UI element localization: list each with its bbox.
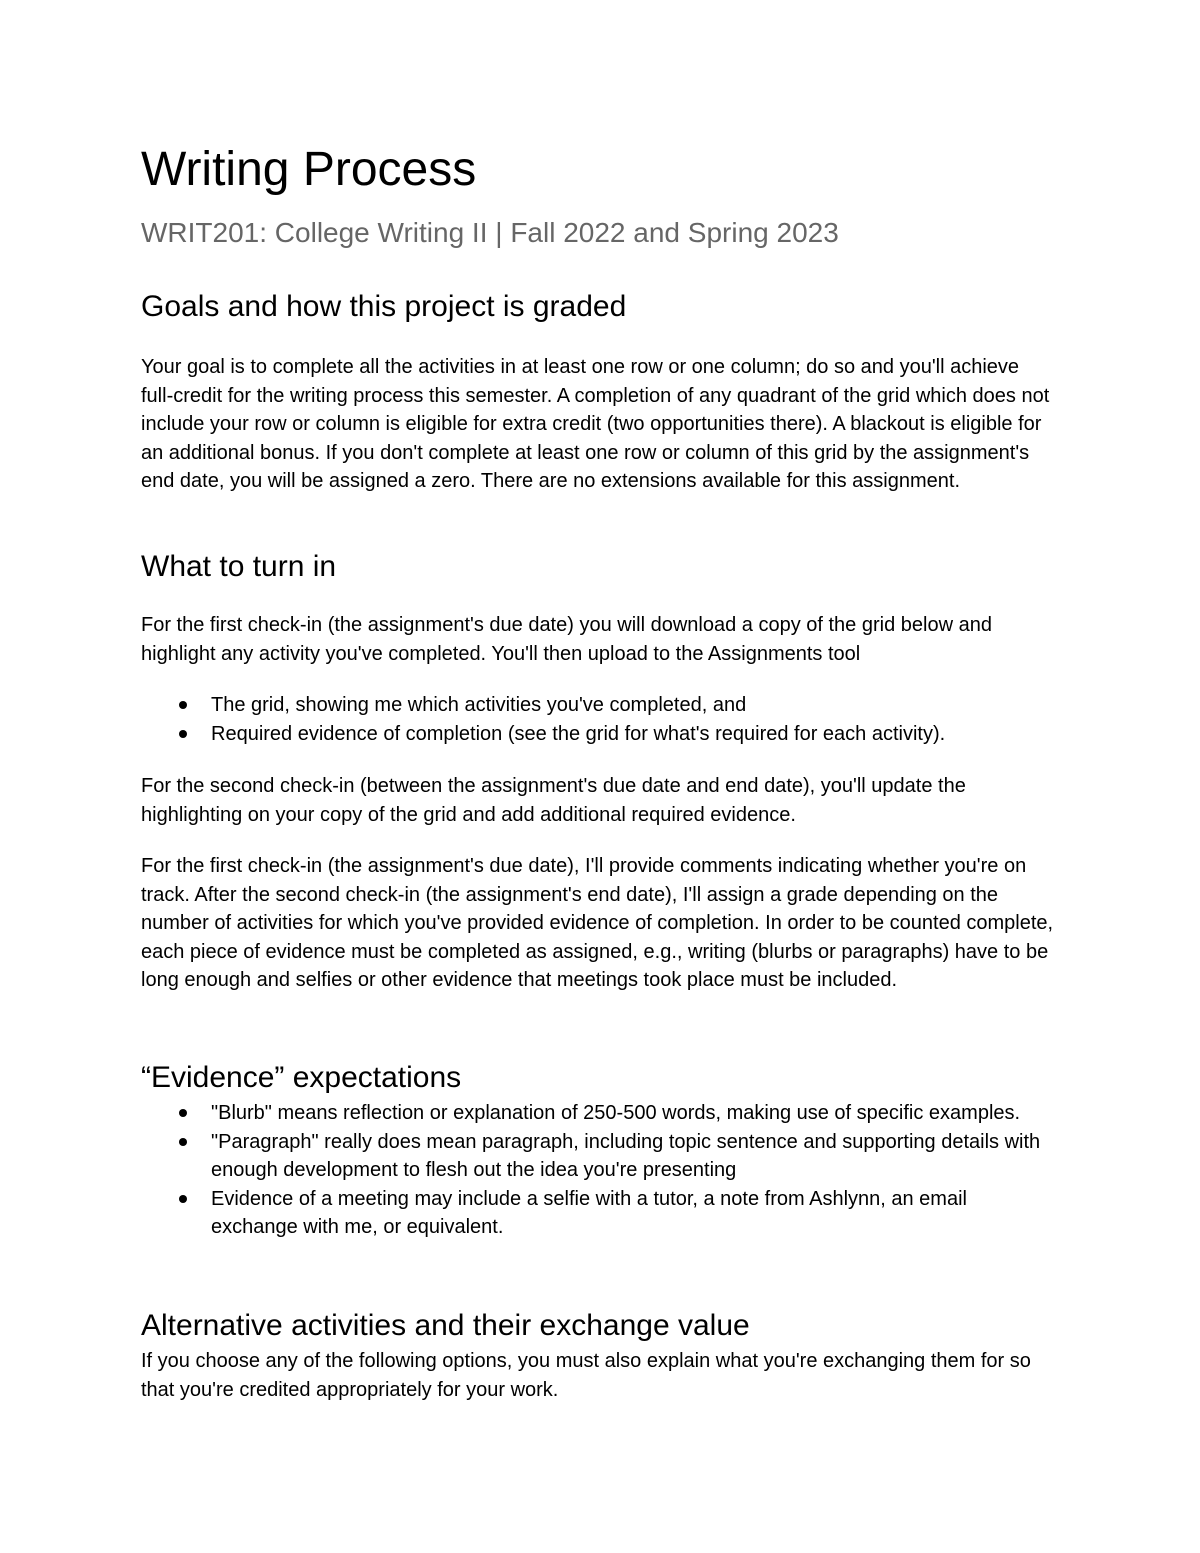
list-item [141, 1128, 1056, 1185]
goals-heading: Goals and how this project is graded [141, 290, 627, 323]
second-checkin-paragraph: For the second check-in (between the assignment's due date and end date), you'll update the highlighting on your copy of the grid and add additional required evidence. [141, 775, 966, 826]
evidence-heading: “Evidence” expectations [141, 1061, 462, 1094]
list-item [141, 691, 1056, 720]
evidence-list [141, 1099, 1056, 1242]
list-item [141, 720, 1056, 749]
alternatives-heading: Alternative activities and their exchange value [141, 1309, 750, 1342]
list-item-text: The grid, showing me which activities you've completed, and [211, 694, 747, 716]
turn-in-list [141, 691, 1056, 748]
bullet-icon [179, 730, 187, 738]
alternatives-paragraph: If you choose any of the following options, you must also explain what you're exchanging them for so that you're credited appropriately for your work. [141, 1350, 1031, 1401]
bullet-icon [179, 701, 187, 709]
list-item-text: Required evidence of completion (see the grid for what's required for each activity). [211, 722, 946, 745]
list-item-text: "Blurb" means reflection or explanation of 250-500 words, making use of specific examples. [211, 1102, 1021, 1124]
bullet-icon [179, 1138, 187, 1146]
list-item [141, 1099, 1056, 1128]
feedback-paragraph: For the first check-in (the assignment's due date), I'll provide comments indicating whether you're on track. After the second check-in (the assignment's end date), I'll assign a grade depending on the number of activities for which you've provided evidence of completion. In order to be counted complete, each piece of evidence must be completed as assigned, e.g., writing (blurbs or paragraphs) have to be long enough and selfies or other evidence that meetings took place must be included. [141, 855, 1054, 991]
bullet-icon [179, 1109, 187, 1117]
goals-paragraph: Your goal is to complete all the activities in at least one row or one column; do so and you'll achieve full-credit for the writing process this semester. A completion of any quadrant of the grid which does not include your row or column is eligible for extra credit (two opportunities there). A blackout is eligible for an additional bonus. If you don't complete at least one row or column of this grid by the assignment's end date, you will be assigned a zero. There are no extensions available for this assignment. [141, 356, 1050, 492]
bullet-icon [179, 1195, 187, 1203]
list-item-text: "Paragraph" really does mean paragraph, including topic sentence and supporting details with enough development to flesh out the idea you're presenting [211, 1130, 1041, 1181]
document-title: Writing Process [141, 143, 477, 196]
turn-in-intro: For the first check-in (the assignment's due date) you will download a copy of the grid below and highlight any activity you've completed. You'll then upload to the Assignments tool [141, 614, 992, 665]
list-item [141, 1185, 1056, 1242]
list-item-text: Evidence of a meeting may include a selfie with a tutor, a note from Ashlynn, an email exchange with me, or equivalent. [211, 1187, 967, 1238]
turn-in-heading: What to turn in [141, 550, 337, 583]
document-subtitle: WRIT201: College Writing II | Fall 2022 and Spring 2023 [141, 217, 839, 248]
